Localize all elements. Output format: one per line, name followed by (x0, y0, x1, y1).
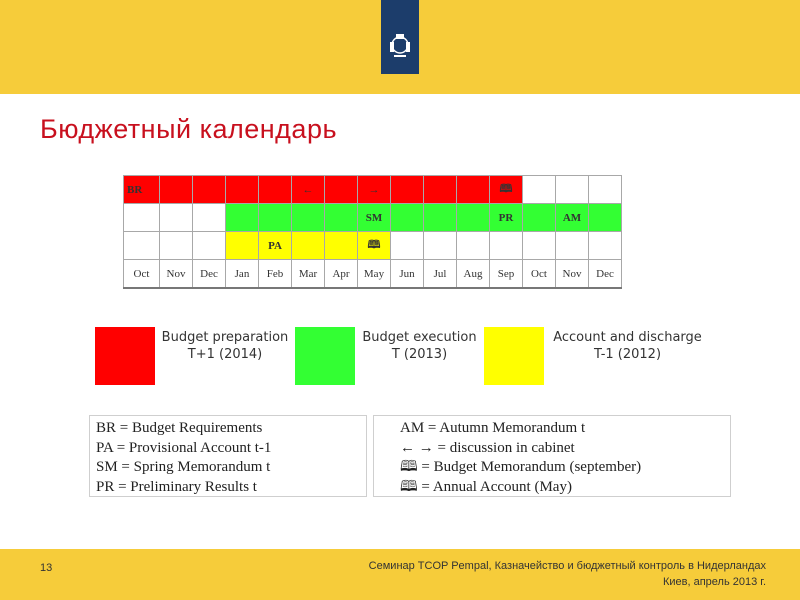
calendar-cell (424, 176, 457, 204)
calendar-cell: → (358, 176, 391, 204)
definitions-right (373, 415, 731, 497)
month-label: Sep (490, 260, 523, 289)
month-label: Mar (292, 260, 325, 289)
legend-swatch-green (295, 327, 355, 385)
calendar-cell (226, 176, 259, 204)
definition-item: SM = Spring Memorandum t (96, 459, 271, 475)
legend-swatch-red (95, 327, 155, 385)
definition-item: 🕮 = Budget Memorandum (september) (400, 459, 642, 475)
definition-item: PA = Provisional Account t-1 (96, 439, 272, 456)
calendar-cell (160, 232, 193, 260)
month-label: Nov (556, 260, 589, 289)
calendar-cell (160, 176, 193, 204)
calendar-cell (523, 204, 556, 232)
definition-item: AM = Autumn Memorandum t (400, 420, 586, 436)
calendar-cell (457, 204, 490, 232)
footer-text: Семинар TCOP Pempal, Казначейство и бюджетный контроль в Нидерландах Киев, апрель 2013 г. (368, 560, 766, 588)
calendar-cell (259, 176, 292, 204)
calendar-cell: PA (259, 232, 292, 260)
calendar-cell: PR (490, 204, 523, 232)
calendar-cell: AM (556, 204, 589, 232)
calendar-cell (589, 204, 622, 232)
definition-item: BR = Budget Requirements (96, 420, 263, 436)
calendar-cell (292, 204, 325, 232)
legend-label-preparation: Budget preparation T+1 (2014) (161, 330, 289, 362)
calendar-cell (556, 176, 589, 204)
budget-calendar-grid (123, 175, 622, 289)
calendar-cell (424, 232, 457, 260)
coat-of-arms-logo (381, 0, 419, 74)
calendar-cell (259, 204, 292, 232)
calendar-cell (457, 232, 490, 260)
calendar-cell (523, 176, 556, 204)
calendar-cell: 🕮 (358, 232, 391, 260)
calendar-cell: SM (358, 204, 391, 232)
calendar-cell (490, 232, 523, 260)
definition-item: 🕮 = Annual Account (May) (400, 478, 572, 495)
page-title: Бюджетный календарь (40, 114, 338, 144)
budget-execution-row (124, 204, 622, 232)
month-label: Aug (457, 260, 490, 289)
months-row (124, 260, 622, 289)
definition-item: PR = Preliminary Results t (96, 478, 257, 495)
calendar-cell: 🕮 (490, 176, 523, 204)
calendar-cell (226, 204, 259, 232)
legend-label-discharge: Account and discharge T-1 (2012) (553, 330, 702, 362)
calendar-cell (589, 232, 622, 260)
budget-preparation-row (124, 176, 622, 204)
page-number: 13 (40, 562, 53, 574)
account-discharge-row (124, 232, 622, 260)
month-label: Oct (523, 260, 556, 289)
calendar-cell (124, 204, 160, 232)
calendar-cell (160, 204, 193, 232)
month-label: Feb (259, 260, 292, 289)
calendar-cell (325, 176, 358, 204)
month-label: Jul (424, 260, 457, 289)
calendar-cell (193, 204, 226, 232)
month-label: Oct (124, 260, 160, 289)
definitions-left (89, 415, 367, 497)
calendar-cell (391, 176, 424, 204)
calendar-cell (424, 204, 457, 232)
calendar-cell (457, 176, 490, 204)
calendar-cell (193, 232, 226, 260)
calendar-cell: ← (292, 176, 325, 204)
legend-label-execution: Budget execution T (2013) (362, 330, 477, 362)
calendar-cell (523, 232, 556, 260)
calendar-cell (325, 232, 358, 260)
calendar-cell (292, 232, 325, 260)
calendar-cell (391, 232, 424, 260)
calendar-cell (589, 176, 622, 204)
calendar-cell (193, 176, 226, 204)
calendar-cell: BR (124, 176, 160, 204)
calendar-cell (325, 204, 358, 232)
month-label: Jun (391, 260, 424, 289)
month-label: Apr (325, 260, 358, 289)
legend-swatch-yellow (484, 327, 544, 385)
definition-item: ← → = discussion in cabinet (400, 439, 575, 456)
calendar-cell (391, 204, 424, 232)
month-label: Nov (160, 260, 193, 289)
calendar-cell (124, 232, 160, 260)
month-label: Dec (589, 260, 622, 289)
crest-icon (381, 0, 419, 74)
month-label: May (358, 260, 391, 289)
month-label: Dec (193, 260, 226, 289)
calendar-cell (556, 232, 589, 260)
calendar-cell (226, 232, 259, 260)
month-label: Jan (226, 260, 259, 289)
